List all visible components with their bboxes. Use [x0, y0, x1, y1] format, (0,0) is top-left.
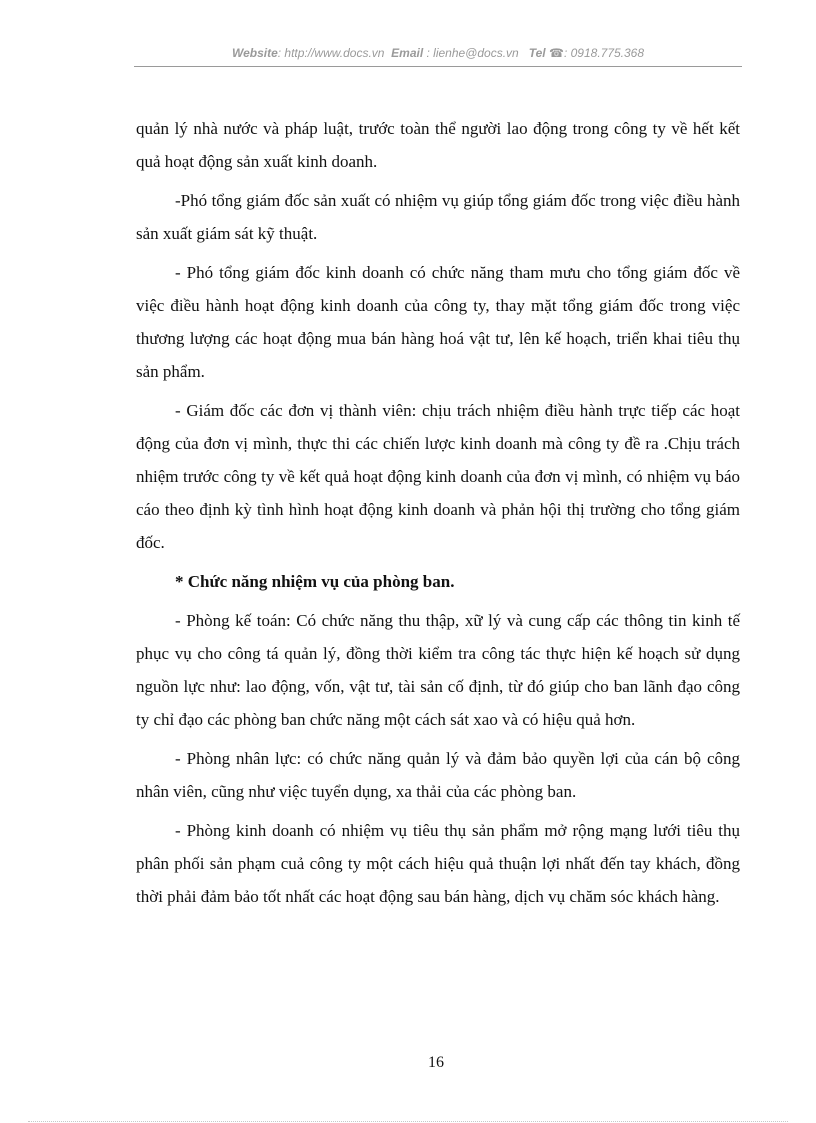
tel-value: : 0918.775.368 [563, 46, 645, 60]
email-value: : lienhe@docs.vn [423, 46, 519, 60]
paragraph-sales: - Phòng kinh doanh có nhiệm vụ tiêu thụ sản phẩm mở rộng mạng lưới tiêu thụ phân phối sản phạm cuả công ty một cách hiệu quả thuận lợi nhất đến tay khách, đồng thời phải đảm bảo tốt nhất các hoạt động sau bán hàng, dịch vụ chăm sóc khách hàng. [136, 821, 740, 906]
footer-divider [28, 1121, 788, 1122]
paragraph-member-directors: - Giám đốc các đơn vị thành viên: chịu trách nhiệm điều hành trực tiếp các hoạt động của đơn vị mình, thực thi các chiến lược kinh doanh mà công ty đề ra .Chịu trách nhiệm trước công ty về kết quả hoạt động kinh doanh của đơn vị mình, có nhiệm vụ báo cáo theo định kỳ tình hình hoạt động kinh doanh và phản hội thị trường cho tổng giám đốc. [136, 401, 740, 552]
document-body [136, 112, 740, 919]
paragraph-deputy-business: - Phó tổng giám đốc kinh doanh có chức năng tham mưu cho tổng giám đốc về việc điều hành hoạt động kinh doanh của công ty, thay mặt tổng giám đốc trong việc thương lượng các hoạt động mua bán hàng hoá vật tư, lên kế hoạch, triển khai tiêu thụ sản phẩm. [136, 263, 740, 381]
paragraph-accounting: - Phòng kế toán: Có chức năng thu thập, xữ lý và cung cấp các thông tin kinh tế phục vụ cho công tá quản lý, đồng thời kiểm tra công tác thực hiện kế hoạch sử dụng nguồn lực như: lao động, vốn, vật tư, tài sản cố định, từ đó giúp cho ban lãnh đạo công ty chỉ đạo các phòng ban chức năng một cách sát xao và có hiệu quả hơn. [136, 611, 740, 729]
page-header [134, 46, 742, 66]
website-value: : http://www.docs.vn [277, 46, 385, 60]
section-heading: * Chức năng nhiệm vụ của phòng ban. [175, 572, 455, 591]
page-number: 16 [428, 1054, 444, 1071]
email-label: Email [391, 46, 424, 60]
paragraph-deputy-production: -Phó tổng giám đốc sản xuất có nhiệm vụ giúp tổng giám đốc trong việc điều hành sản xuất giám sát kỹ thuật. [136, 191, 740, 243]
phone-icon: ☎ [549, 46, 564, 60]
paragraph-continuation: quản lý nhà nước và pháp luật, trước toàn thể người lao động trong công ty về hết kết quả hoạt động sản xuất kinh doanh. [136, 119, 740, 171]
tel-label: Tel [528, 46, 546, 60]
paragraph-human-resources: - Phòng nhân lực: có chức năng quản lý và đảm bảo quyền lợi của cán bộ công nhân viên, cũng như việc tuyển dụng, xa thải của các phòng ban. [136, 749, 740, 801]
header-divider [134, 66, 742, 67]
website-label: Website [231, 46, 278, 60]
